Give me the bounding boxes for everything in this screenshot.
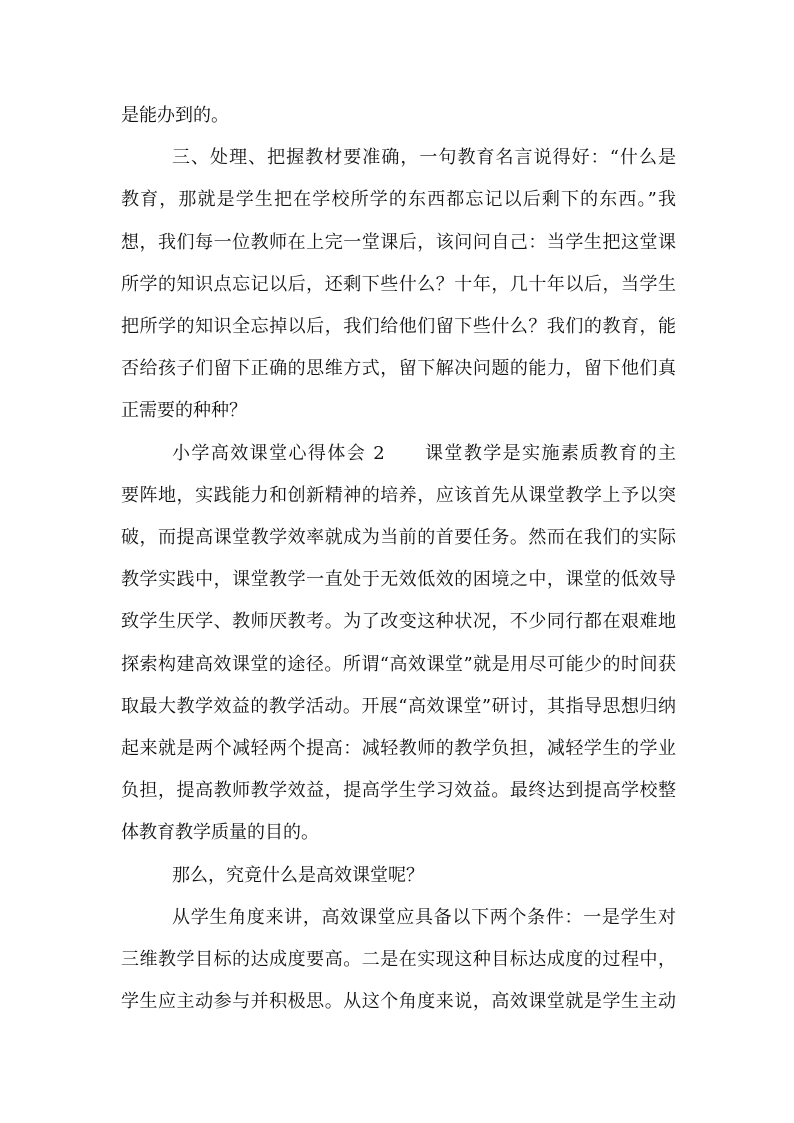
question-line: 那么，究竟什么是高效课堂呢？ — [172, 865, 424, 886]
text-line: 致学生厌学、教师厌教考。为了改变这种状况，不少同行都在艰难地 — [121, 611, 676, 632]
text-line: 学生应主动参与并积极思。从这个角度来说，高效课堂就是学生主动 — [121, 991, 676, 1012]
text-line: 要阵地，实践能力和创新精神的培养，应该首先从课堂教学上予以突 — [121, 485, 676, 506]
text-line: 正需要的种种？ — [121, 400, 247, 421]
text-line: 负担，提高教师教学效益，提高学生学习效益。最终达到提高学校整 — [121, 780, 676, 801]
text-line: 体教育教学质量的目的。 — [121, 822, 319, 843]
text-line: 三维教学目标的达成度要高。二是在实现这种目标达成度的过程中， — [121, 949, 676, 970]
section-title-line: 小学高效课堂心得体会 2 课堂教学是实施素质教育的主 — [172, 443, 676, 464]
text-line: 否给孩子们留下正确的思维方式，留下解决问题的能力，留下他们真 — [121, 358, 676, 379]
text-line: 取最大教学效益的教学活动。开展“高效课堂”研讨，其指导思想归纳 — [121, 696, 676, 717]
text-line: 破，而提高课堂教学效率就成为当前的首要任务。然而在我们的实际 — [121, 527, 676, 548]
text-line: 教学实践中，课堂教学一直处于无效低效的困境之中，课堂的低效导 — [121, 569, 676, 590]
text-line: 探索构建高效课堂的途径。所谓“高效课堂”就是用尽可能少的时间获 — [121, 654, 676, 675]
text-line: 想，我们每一位教师在上完一堂课后，该问问自己：当学生把这堂课 — [121, 232, 676, 253]
text-line: 是能办到的。 — [121, 105, 229, 126]
text-line: 起来就是两个减轻两个提高：减轻教师的教学负担，减轻学生的学业 — [121, 738, 676, 759]
paragraph-heading-line: 三、处理、把握教材要准确，一句教育名言说得好：“什么是 — [172, 147, 676, 168]
text-line: 所学的知识点忘记以后，还剩下些什么？十年，几十年以后，当学生 — [121, 274, 676, 295]
text-line: 把所学的知识全忘掉以后，我们给他们留下些什么？我们的教育，能 — [121, 316, 676, 337]
text-line: 教育，那就是学生把在学校所学的东西都忘记以后剩下的东西。”我 — [121, 189, 676, 210]
text-line: 从学生角度来讲，高效课堂应具备以下两个条件：一是学生对 — [172, 907, 676, 928]
